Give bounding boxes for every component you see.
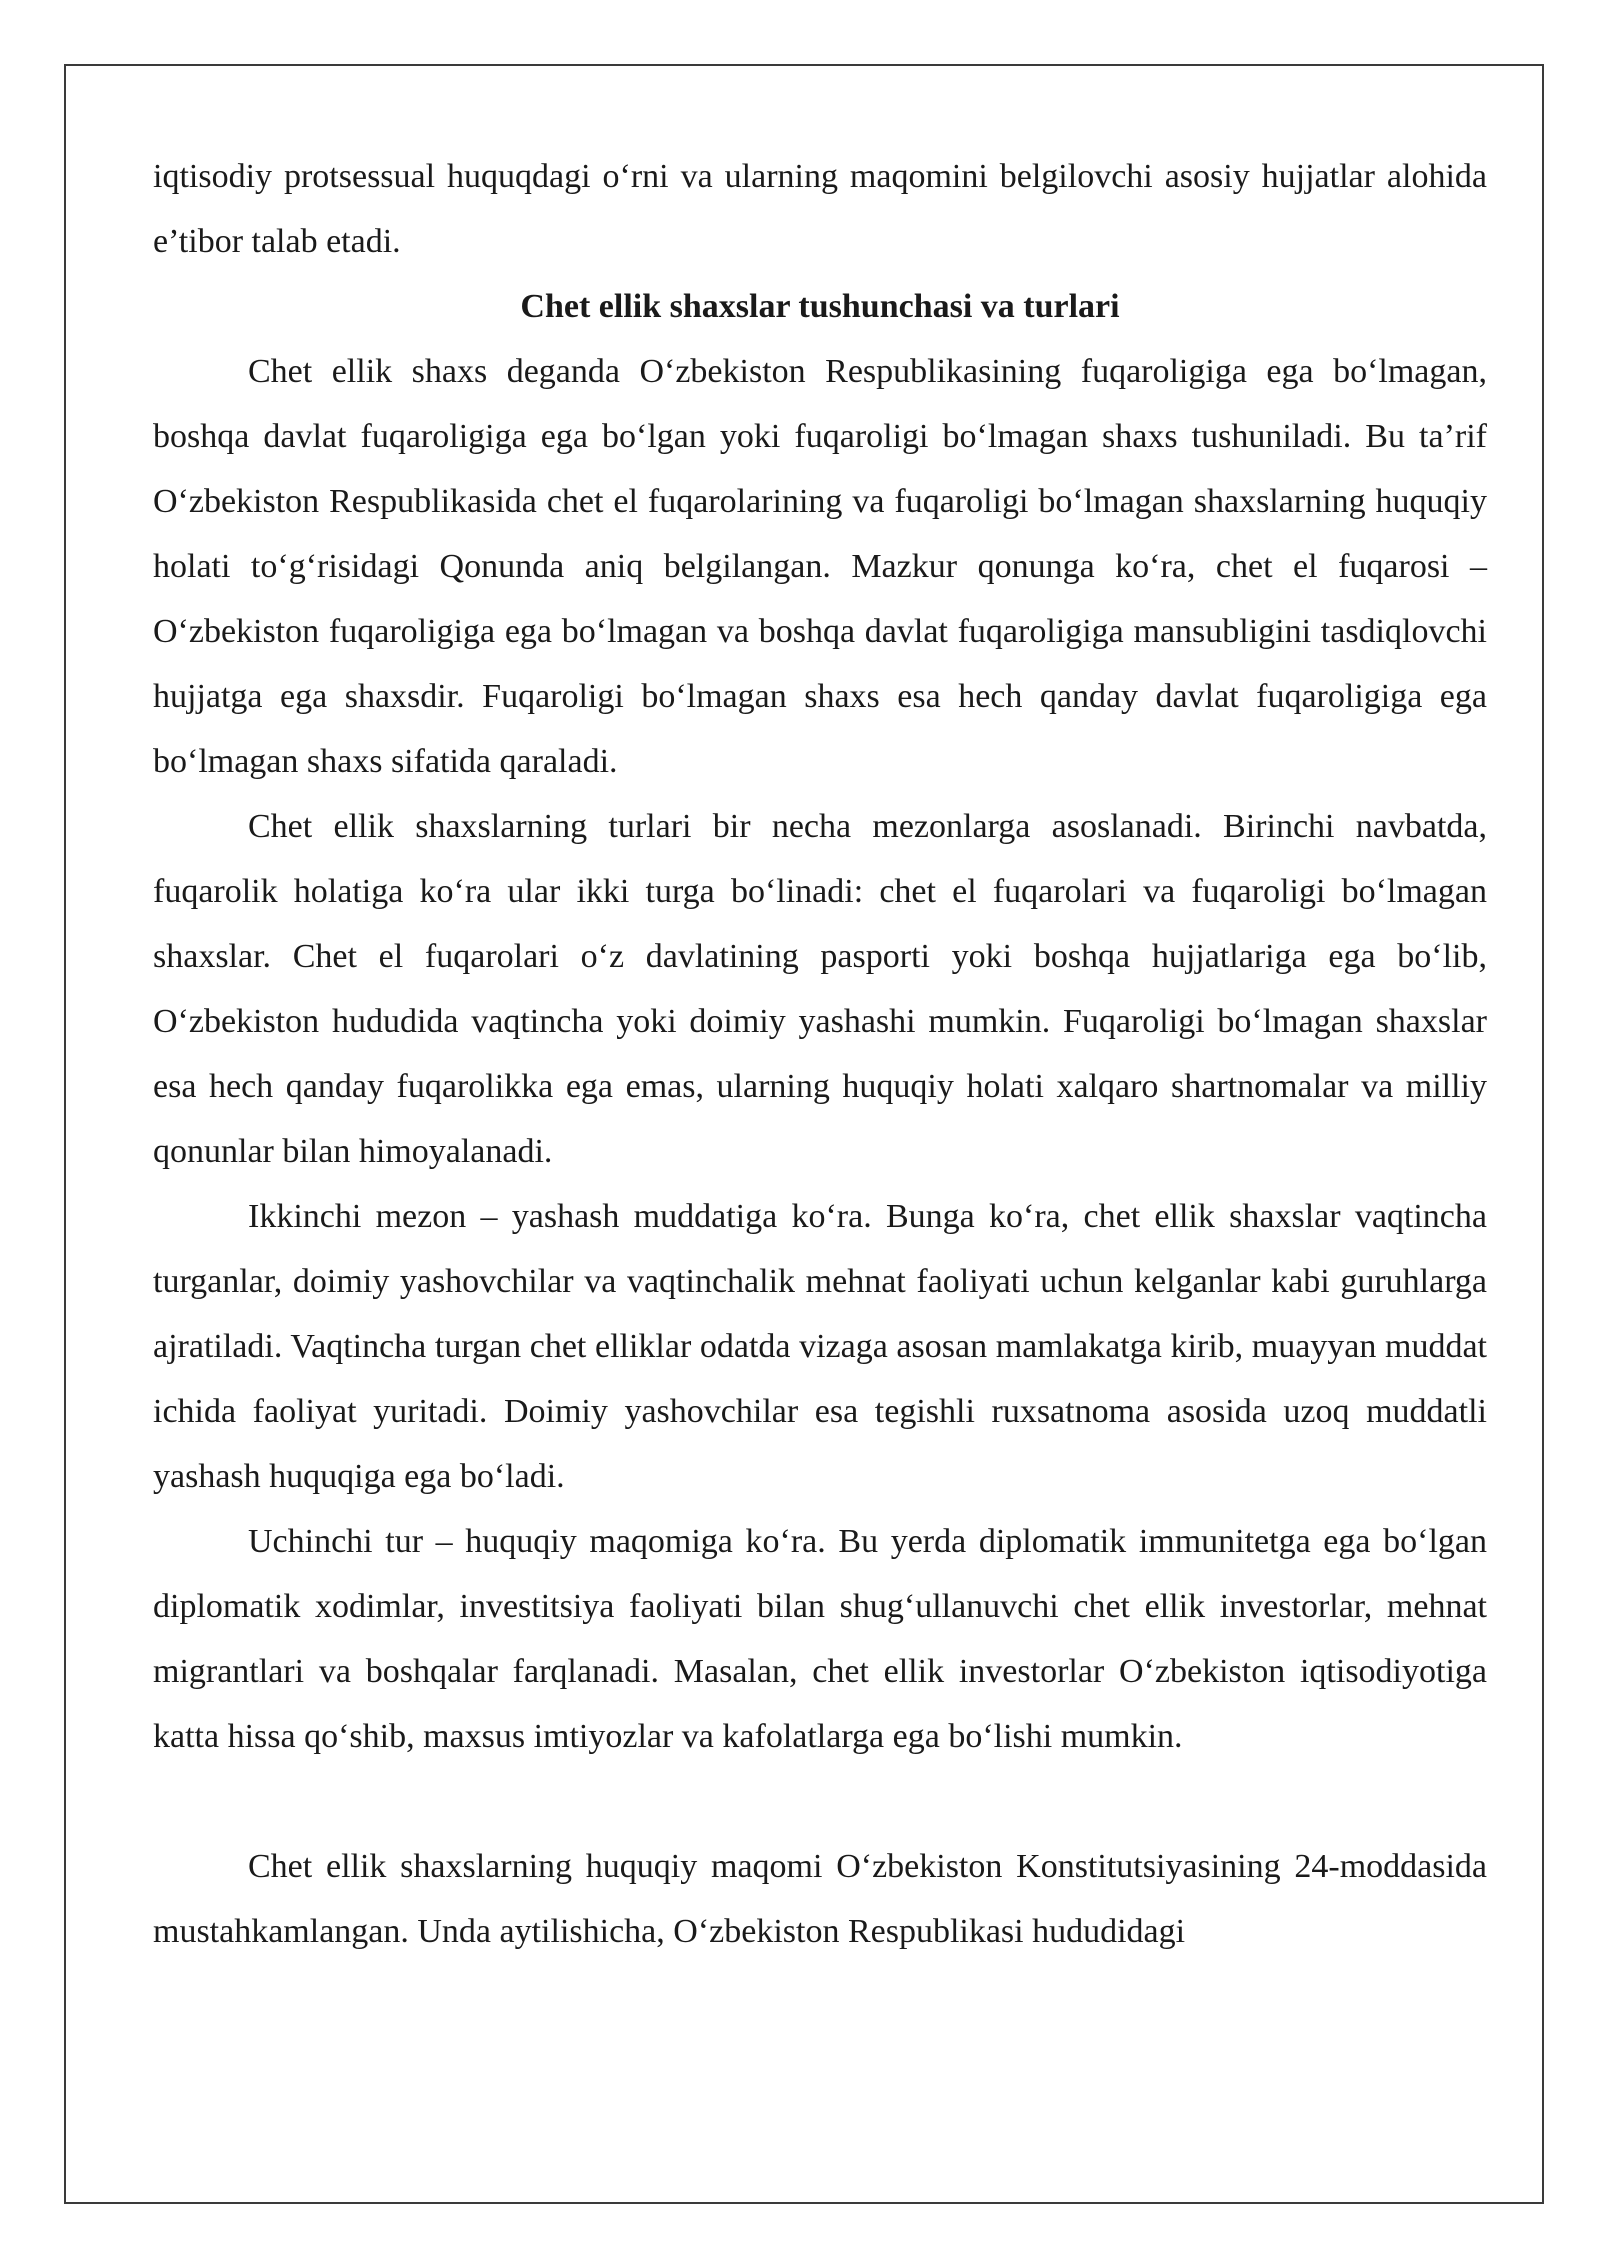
- paragraph-constitution: Chet ellik shaxslarning huquqiy maqomi O‘zbekiston Konstitutsiyasining 24-moddasida mustahkamlangan. Unda aytilishicha, O‘zbekiston Respublikasi hududidagi: [153, 1848, 1487, 1950]
- paragraph-definition: Chet ellik shaxs deganda O‘zbekiston Respublikasining fuqaroligiga ega bo‘lmagan, boshqa davlat fuqaroligiga ega bo‘lgan yoki fuqaroligi bo‘lmagan shaxs tushuniladi. Bu ta’rif O‘zbekiston Respublikasida chet el fuqarolarining va fuqaroligi bo‘lmagan shaxslarning huquqiy holati to‘g‘risidagi Qonunda aniq belgilangan. Mazkur qonunga ko‘ra, chet el fuqarosi – O‘zbekiston fuqaroligiga ega bo‘lmagan va boshqa davlat fuqaroligiga mansubligini tasdiqlovchi hujjatga ega shaxsdir. Fuqaroligi bo‘lmagan shaxs esa hech qanday davlat fuqaroligiga ega bo‘lmagan shaxs sifatida qaraladi.: [153, 353, 1487, 780]
- paragraph-types-residence: Ikkinchi mezon – yashash muddatiga ko‘ra. Bunga ko‘ra, chet ellik shaxslar vaqtincha turganlar, doimiy yashovchilar va vaqtinchalik mehnat faoliyati uchun kelganlar kabi guruhlarga ajratiladi. Vaqtincha turgan chet elliklar odatda vizaga asosan mamlakatga kirib, muayyan muddat ichida faoliyat yuritadi. Doimiy yashovchilar esa tegishli ruxsatnoma asosida uzoq muddatli yashash huquqiga ega bo‘ladi.: [153, 1198, 1487, 1495]
- document-body: [153, 144, 1487, 1964]
- intro-paragraph: iqtisodiy protsessual huquqdagi o‘rni va ularning maqomini belgilovchi asosiy hujjatlar alohida e’tibor talab etadi.: [153, 158, 1487, 260]
- blank-line: [153, 1769, 1487, 1834]
- paragraph-types-legal-status: Uchinchi tur – huquqiy maqomiga ko‘ra. Bu yerda diplomatik immunitetga ega bo‘lgan diplomatik xodimlar, investitsiya faoliyati bilan shug‘ullanuvchi chet ellik investorlar, mehnat migrantlari va boshqalar farqlanadi. Masalan, chet ellik investorlar O‘zbekiston iqtisodiyotiga katta hissa qo‘shib, maxsus imtiyozlar va kafolatlarga ega bo‘lishi mumkin.: [153, 1523, 1487, 1755]
- section-heading: Chet ellik shaxslar tushunchasi va turlari: [520, 288, 1120, 325]
- paragraph-types-citizenship: Chet ellik shaxslarning turlari bir necha mezonlarga asoslanadi. Birinchi navbatda, fuqarolik holatiga ko‘ra ular ikki turga bo‘linadi: chet el fuqarolari va fuqaroligi bo‘lmagan shaxslar. Chet el fuqarolari o‘z davlatining pasporti yoki boshqa hujjatlariga ega bo‘lib, O‘zbekiston hududida vaqtincha yoki doimiy yashashi mumkin. Fuqaroligi bo‘lmagan shaxslar esa hech qanday fuqarolikka ega emas, ularning huquqiy holati xalqaro shartnomalar va milliy qonunlar bilan himoyalanadi.: [153, 808, 1487, 1170]
